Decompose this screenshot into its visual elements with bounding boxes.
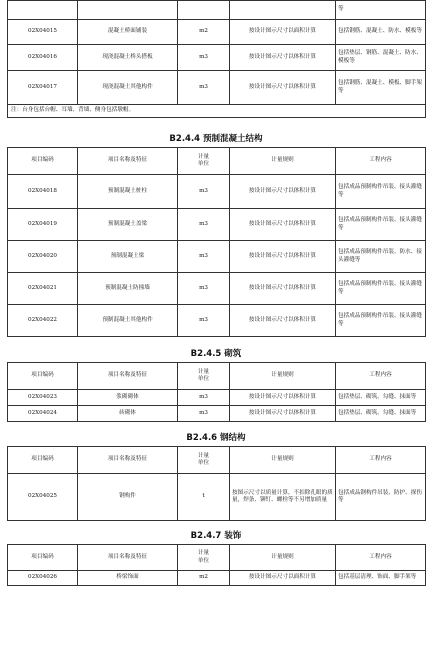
cell-name: 预制混凝土桩柱 <box>78 175 178 209</box>
cell-unit: m3 <box>178 209 230 241</box>
table-row <box>8 20 426 45</box>
cell-rule: 按设计图示尺寸以体积计算 <box>230 273 336 305</box>
cell-unit: m3 <box>178 175 230 209</box>
cell-rule: 按设计图示尺寸以体积计算 <box>230 209 336 241</box>
cell-rule: 按设计图示尺寸以体积计算 <box>230 175 336 209</box>
table-precast-concrete <box>7 147 426 337</box>
section-title: B2.4.4 预制混凝土结构 <box>169 134 263 144</box>
cell-code: 02X04023 <box>8 390 78 406</box>
cell-name: 预制混凝土防撞墙 <box>78 273 178 305</box>
cell-code: 02X04021 <box>8 273 78 305</box>
cell-name <box>78 1 178 20</box>
table-note: 注：台身包括台帽、耳墙、背墙、侧身包括墩帽。 <box>8 105 426 118</box>
table-row <box>8 71 426 105</box>
table-row <box>8 45 426 71</box>
cell-unit: m3 <box>178 390 230 406</box>
table-header-row <box>8 363 426 390</box>
cell-content: 包括钢筋、混凝土、模板、脚手架等 <box>336 71 426 105</box>
header-name: 项目名称及特征 <box>78 363 178 390</box>
cell-unit: m3 <box>178 71 230 105</box>
header-rule: 计量规则 <box>230 148 336 175</box>
cell-name: 桥梁饰面 <box>78 571 178 586</box>
cell-unit: t <box>178 474 230 521</box>
cell-code: 02X04019 <box>8 209 78 241</box>
cell-code: 02X04020 <box>8 241 78 273</box>
header-rule: 计量规则 <box>230 447 336 474</box>
table-row <box>8 241 426 273</box>
cell-name: 预制混凝土盖梁 <box>78 209 178 241</box>
header-code: 项目编码 <box>8 545 78 571</box>
header-content: 工程内容 <box>336 447 426 474</box>
cell-unit: m3 <box>178 305 230 337</box>
section-title: B2.4.7 装饰 <box>190 531 242 541</box>
header-content: 工程内容 <box>336 148 426 175</box>
cell-name: 预制混凝土其他构件 <box>78 305 178 337</box>
cell-name: 砖砌体 <box>78 406 178 422</box>
header-code: 项目编码 <box>8 148 78 175</box>
cell-rule: 按设计图示尺寸以体积计算 <box>230 406 336 422</box>
header-content: 工程内容 <box>336 363 426 390</box>
cell-unit: m2 <box>178 20 230 45</box>
cell-unit: m3 <box>178 406 230 422</box>
cell-content: 包括垫层、砌筑、勾缝、抹面等 <box>336 390 426 406</box>
table-row <box>8 474 426 521</box>
cell-unit: m3 <box>178 241 230 273</box>
header-unit: 计量 单位 <box>178 363 230 390</box>
header-name: 项目名称及特征 <box>78 447 178 474</box>
cell-rule: 按设计图示尺寸以体积计算 <box>230 71 336 105</box>
cell-code: 02X04022 <box>8 305 78 337</box>
cell-content: 包括成品预制构件吊装、接头灌缝等 <box>336 273 426 305</box>
cell-code: 02X04016 <box>8 45 78 71</box>
cell-content: 等 <box>336 1 426 20</box>
cell-content: 包括钢筋、混凝土、防水、模板等 <box>336 20 426 45</box>
cell-unit: m2 <box>178 571 230 586</box>
cell-name: 预制混凝土梁 <box>78 241 178 273</box>
cell-unit: m3 <box>178 45 230 71</box>
table-masonry <box>7 362 426 422</box>
cell-code: 02X04017 <box>8 71 78 105</box>
cell-name: 现浇混凝土桥头搭板 <box>78 45 178 71</box>
table-row <box>8 273 426 305</box>
table-bridge-cast-in-place <box>7 0 426 118</box>
header-rule: 计量规则 <box>230 545 336 571</box>
cell-content: 包括成品预制构件吊装、接头灌缝等 <box>336 209 426 241</box>
table-row <box>8 209 426 241</box>
cell-code: 02X04026 <box>8 571 78 586</box>
table-row <box>8 175 426 209</box>
table-header-row <box>8 148 426 175</box>
cell-rule <box>230 1 336 20</box>
cell-content: 包括成品钢构件吊装、防护、探伤等 <box>336 474 426 521</box>
cell-name: 钢构件 <box>78 474 178 521</box>
table-row <box>8 305 426 337</box>
cell-content: 包括垫层、砌筑、勾缝、抹面等 <box>336 406 426 422</box>
cell-name: 混凝土桥面铺装 <box>78 20 178 45</box>
header-content: 工程内容 <box>336 545 426 571</box>
table-row <box>8 571 426 586</box>
cell-rule: 按设计图示尺寸以体积计算 <box>230 305 336 337</box>
cell-content: 包括基层清理、饰面、脚手架等 <box>336 571 426 586</box>
cell-code: 02X04025 <box>8 474 78 521</box>
cell-name: 现浇混凝土其他构件 <box>78 71 178 105</box>
section-title: B2.4.6 钢结构 <box>186 433 246 443</box>
cell-code: 02X04018 <box>8 175 78 209</box>
cell-rule: 按设计图示尺寸以面积计算 <box>230 20 336 45</box>
cell-rule: 按设计图示尺寸以体积计算 <box>230 241 336 273</box>
cell-content: 包括成品预制构件吊装、接头灌缝等 <box>336 305 426 337</box>
cell-code: 02X04024 <box>8 406 78 422</box>
cell-content: 包括成品预制构件吊装、防水、接头灌缝等 <box>336 241 426 273</box>
cell-rule: 按设计图示尺寸以体积计算 <box>230 390 336 406</box>
header-unit: 计量 单位 <box>178 447 230 474</box>
cell-name: 浆砌砌体 <box>78 390 178 406</box>
cell-rule: 按设计图示尺寸以体积计算 <box>230 45 336 71</box>
table-row <box>8 406 426 422</box>
header-unit: 计量 单位 <box>178 545 230 571</box>
header-rule: 计量规则 <box>230 363 336 390</box>
cell-content: 包括成品预制构件吊装、接头灌缝等 <box>336 175 426 209</box>
cell-unit: m3 <box>178 273 230 305</box>
header-name: 项目名称及特征 <box>78 148 178 175</box>
cell-unit <box>178 1 230 20</box>
table-row <box>8 1 426 20</box>
header-code: 项目编码 <box>8 447 78 474</box>
header-code: 项目编码 <box>8 363 78 390</box>
table-header-row <box>8 545 426 571</box>
cell-code <box>8 1 78 20</box>
header-unit: 计量 单位 <box>178 148 230 175</box>
table-header-row <box>8 447 426 474</box>
header-name: 项目名称及特征 <box>78 545 178 571</box>
section-title: B2.4.5 砌筑 <box>190 349 242 359</box>
cell-code: 02X04015 <box>8 20 78 45</box>
table-row <box>8 390 426 406</box>
cell-rule: 按设计图示尺寸以面积计算 <box>230 571 336 586</box>
cell-content: 包括垫层、钢筋、混凝土、防水、模板等 <box>336 45 426 71</box>
table-note-row <box>8 105 426 118</box>
table-steel-structure <box>7 446 426 521</box>
cell-rule: 按图示尺寸以质量计算，不扣除孔眼的质量，焊条、铆钉、螺栓等不另增加质量 <box>230 474 336 521</box>
table-decoration <box>7 544 426 586</box>
